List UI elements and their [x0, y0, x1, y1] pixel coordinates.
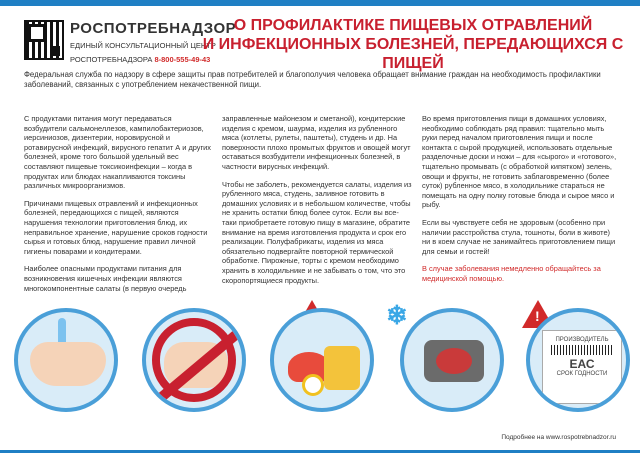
qr-code-icon [24, 20, 64, 60]
label-expiry: СРОК ГОДНОСТИ [556, 371, 608, 377]
page-title [198, 16, 628, 73]
col2-paragraph-1: заправленные майонезом и сметаной), кондитерские изделия с кремом, шаурма, изделия из рубленного мяса (котлеты, рулеты, паштеты), студень и др. На поверхности плохо промытых фруктов и овощей могут оставаться возбудители инфекционных болезней, в частности вирусных инфекций. [222, 114, 411, 171]
col1-paragraph-2: Причинами пищевых отравлений и инфекционных болезней, передающихся с пищей, являются нарушения технологии приготовления блюд, их неправильное хранение, нарушение сроков годности сырья и готовых блюд, нарушение правил личной гигиены поварами и кондитерами. [24, 198, 208, 256]
title-line-1: О ПРОФИЛАКТИКЕ ПИЩЕВЫХ ОТРАВЛЕНИЙ [233, 17, 593, 34]
col1-paragraph-3: Наиболее опасными продуктами питания для возникновения кишечных инфекции являются многокомпонентные салаты (в первую очередь [24, 264, 187, 293]
prohibited-hands-icon [142, 308, 246, 412]
footer-link-text: Подробнее на www.rospotrebnadzor.ru [501, 434, 616, 441]
warning-mark-2: ! [535, 308, 540, 324]
org-name: РОСПОТРЕБНАДЗОР [70, 20, 237, 37]
product-label-icon [526, 308, 630, 412]
icon-row [14, 300, 634, 428]
snowflake-icon: ❄ [386, 300, 408, 330]
col2-paragraph-2: Чтобы не заболеть, рекомендуется салаты, изделия из рубленного мяса, студень, заливное готовить в домашних условиях и в небольшом количестве, чтобы не хранить остатки блюд более суток. Если вы все-таки приобретаете готовую пищу в магазине, обратите внимание на время изготовления продукта и срок его реализации. Полуфабрикаты, изделия из мяса обязательно подвергайте повторной термической обработке. Пирожные, торты с кремом необходимо хранить в холодильнике и не забывать о том, что это скоропортящиеся продукты. [222, 179, 412, 285]
col3-paragraph-2: Если вы чувствуете себя не здоровым (особенно при наличии расстройства стула, тошноты, боли в животе) ни в коем случае не занимайтесь приготовлением пищи для семьи и гостей! [422, 217, 616, 256]
hotline-phone: 8-800-555-49-43 [154, 55, 211, 64]
hands-shape [30, 342, 106, 386]
meat-tray-shape [424, 340, 484, 382]
warning-food-icon [270, 308, 374, 412]
org-line-1: ЕДИНЫЙ КОНСУЛЬТАЦИОННЫЙ ЦЕНТР [70, 41, 216, 50]
title-line-2: И ИНФЕКЦИОННЫХ БОЛЕЗНЕЙ, ПЕРЕДАЮЩИХСЯ С ПИЩЕЙ [202, 36, 624, 72]
intro-paragraph: Федеральная служба по надзору в сфере защиты прав потребителей и благополучия человека обращает внимание граждан на необходимость профилактики заболеваний, связанных с употреблением некачественной пищи. [24, 70, 601, 89]
org-line-2-text: РОСПОТРЕБНАДЗОРА [70, 55, 153, 64]
col3-warning: В случае заболевания немедленно обращайтесь за медицинской помощью. [422, 264, 601, 283]
hands-under-water-icon [14, 308, 118, 412]
pastry-shape [324, 346, 360, 390]
column-2 [222, 114, 412, 293]
barcode-icon [551, 345, 613, 355]
col3-paragraph-1: Во время приготовления пищи в домашних условиях, необходимо соблюдать ряд правил: тщательно мыть руки перед началом приготовления пищи и после контакта с сырой продукцией, использовать отдельные разделочные доски и ножи – для «сырого» и «готового», тщательно промывать (с обработкой кипятком) зелень, овощи и фрукты, не готовить заблаговременно (более суток) рубленное мясо, в холодильнике стараться не помещать на одну полку готовые блюда и сырое мясо и рыбу. [422, 114, 617, 210]
egg-shape [302, 374, 324, 396]
frozen-meat-icon [400, 308, 504, 412]
label-producer: ПРОИЗВОДИТЕЛЬ [555, 337, 609, 343]
top-band [0, 0, 640, 6]
column-3 [422, 114, 620, 292]
label-box [542, 330, 622, 404]
label-eac: ЕАС [569, 357, 595, 371]
col1-paragraph-1: С продуктами питания могут передаваться возбудители сальмонеллезов, кампилобактериозов, иерсиниозов, дизентерии, норовирусной и ротавирусной инфекций, вирусного гепатит А и других болезней, кроме того большой удельный вес составляют пищевые токсикоинфекции – когда в продуктах или блюдах накапливаются токсины различных микроорганизмов. [24, 114, 212, 191]
column-1 [24, 114, 212, 301]
